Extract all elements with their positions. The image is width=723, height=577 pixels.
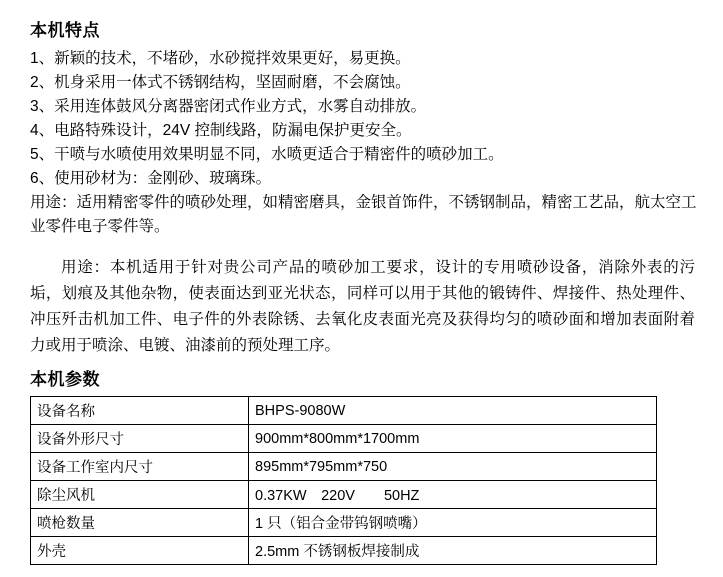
table-cell-value: 895mm*795mm*750 xyxy=(249,453,657,481)
table-cell-label: 设备外形尺寸 xyxy=(31,425,249,453)
table-cell-value: BHPS-9080W xyxy=(249,397,657,425)
features-list xyxy=(30,47,703,191)
table-row xyxy=(31,397,657,425)
features-heading: 本机特点 xyxy=(30,21,100,40)
table-cell-label: 设备工作室内尺寸 xyxy=(31,453,249,481)
table-cell-label: 喷枪数量 xyxy=(31,509,249,537)
table-row xyxy=(31,509,657,537)
table-row xyxy=(31,453,657,481)
table-row xyxy=(31,481,657,509)
table-row xyxy=(31,425,657,453)
usage-long-paragraph: 用途：本机适用于针对贵公司产品的喷砂加工要求，设计的专用喷砂设备，消除外表的污垢，划痕及其他杂物，使表面达到亚光状态，同样可以用于其他的锻铸件、焊接件、热处理件、冲压歼击机加工件、电子件的外表除锈、去氧化皮表面光亮及获得均匀的喷砂面和增加表面附着力或用于喷涂、电镀、油漆前的预处理工序。 xyxy=(30,259,695,354)
params-heading: 本机参数 xyxy=(30,370,100,389)
table-row xyxy=(31,537,657,565)
table-cell-label: 设备名称 xyxy=(31,397,249,425)
list-item: 1、新颖的技术，不堵砂，水砂搅拌效果更好，易更换。 xyxy=(30,50,411,67)
usage-short-paragraph: 用途：适用精密零件的喷砂处理，如精密磨具，金银首饰件，不锈钢制品，精密工艺品，航太空工业零件电子零件等。 xyxy=(30,194,697,235)
table-cell-value: 2.5mm 不锈钢板焊接制成 xyxy=(249,537,657,565)
list-item: 3、采用连体鼓风分离器密闭式作业方式，水雾自动排放。 xyxy=(30,98,427,115)
table-cell-label: 除尘风机 xyxy=(31,481,249,509)
params-table xyxy=(30,396,657,565)
list-item: 5、干喷与水喷使用效果明显不同，水喷更适合于精密件的喷砂加工。 xyxy=(30,146,504,163)
table-cell-value: 900mm*800mm*1700mm xyxy=(249,425,657,453)
list-item: 2、机身采用一体式不锈钢结构，坚固耐磨，不会腐蚀。 xyxy=(30,74,411,91)
list-item: 4、电路特殊设计，24V 控制线路，防漏电保护更安全。 xyxy=(30,122,412,139)
list-item: 6、使用砂材为：金刚砂、玻璃珠。 xyxy=(30,170,272,187)
table-cell-value: 0.37KW 220V 50HZ xyxy=(249,481,657,509)
table-cell-value: 1 只（铝合金带钨钢喷嘴） xyxy=(249,509,657,537)
table-cell-label: 外壳 xyxy=(31,537,249,565)
